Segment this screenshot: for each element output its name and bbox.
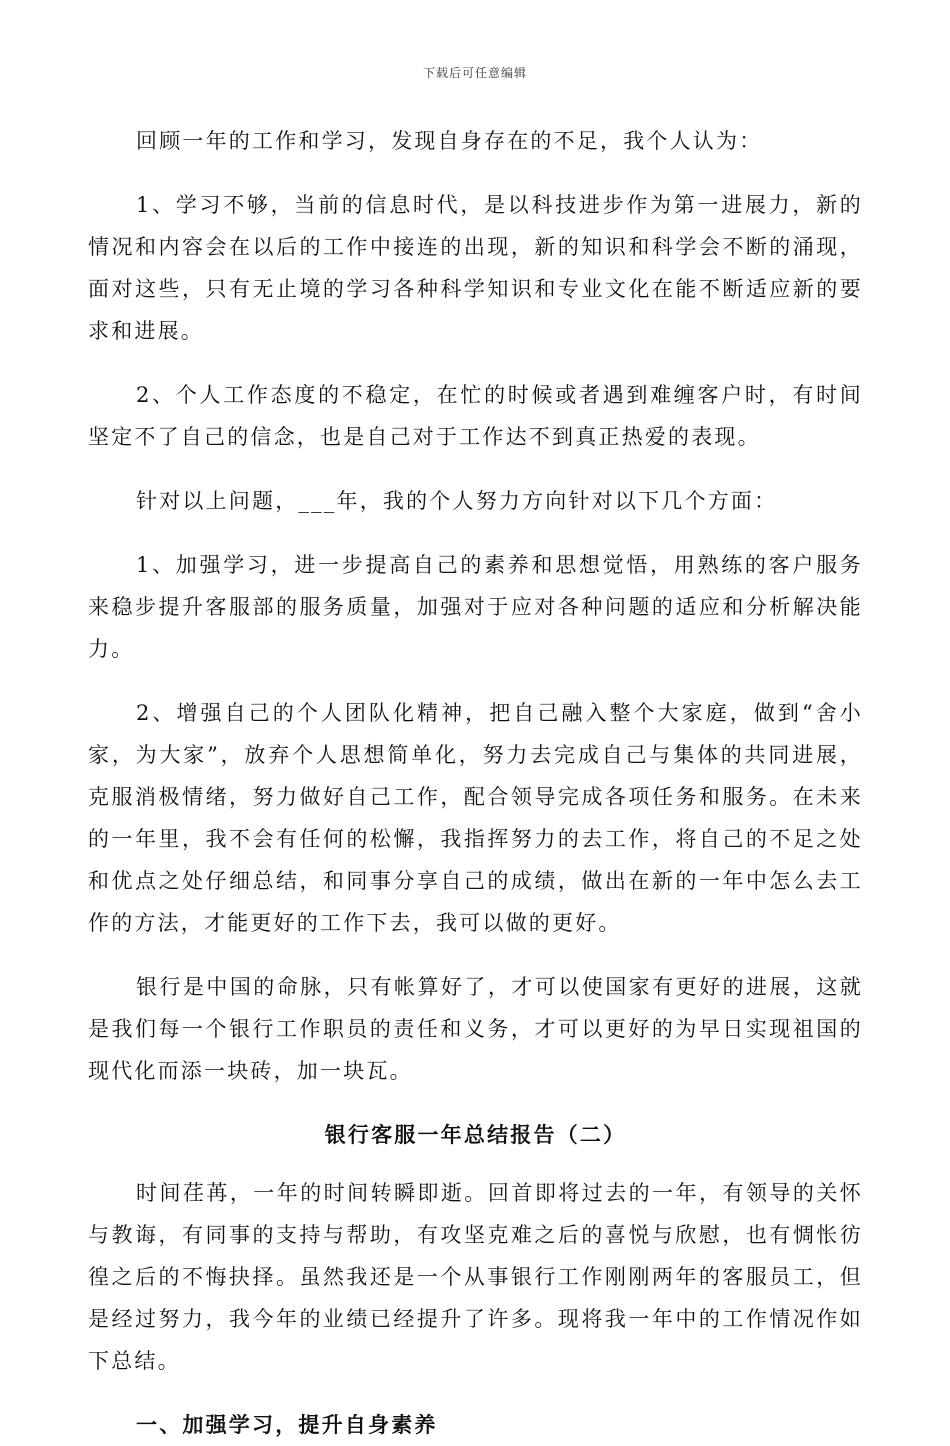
paragraph-plan-1: 1、加强学习，进一步提高自己的素养和思想觉悟，用熟练的客户服务来稳步提升客服部的服务质量，加强对于应对各种问题的适应和分析解决能力。 xyxy=(88,553,863,661)
paragraph-point-1-learning: 1、学习不够，当前的信息时代，是以科技进步作为第一进展力，新的情况和内容会在以后的工作中接连的出现，新的知识和科学会不断的涌现，面对这些，只有无止境的学习各种科学知识和专业文化在能不断适应新的要求和进展。 xyxy=(88,193,863,343)
paragraph-point-2-attitude: 2、个人工作态度的不稳定，在忙的时候或者遇到难缠客户时，有时间坚定不了自己的信念，也是自己对于工作达不到真正热爱的表现。 xyxy=(88,383,863,449)
section-subheading: 一、加强学习，提升自身素养 xyxy=(136,1412,438,1437)
paragraph-plan-intro: 针对以上问题，___年，我的个人努力方向针对以下几个方面： xyxy=(136,489,778,513)
header-note: 下载后可任意编辑 xyxy=(422,66,527,80)
paragraph-conclusion: 银行是中国的命脉，只有帐算好了，才可以使国家有更好的进展，这就是我们每一个银行工作职员的责任和义务，才可以更好的为早日实现祖国的现代化而添一块砖，加一块瓦。 xyxy=(88,975,863,1083)
section-intro-paragraph: 时间荏苒，一年的时间转瞬即逝。回首即将过去的一年，有领导的关怀与教诲，有同事的支持与帮助，有攻坚克难之后的喜悦与欣慰，也有惆怅彷徨之后的不悔抉择。虽然我还是一个从事银行工作刚刚两年的客服员工，但是经过努力，我今年的业绩已经提升了许多。现将我一年中的工作情况作如下总结。 xyxy=(88,1181,863,1373)
section-title: 银行客服一年总结报告（二） xyxy=(324,1122,627,1147)
paragraph-plan-2: 2、增强自己的个人团队化精神，把自己融入整个大家庭，做到“舍小家，为大家”，放弃个人思想简单化，努力去完成自己与集体的共同进展，克服消极情绪，努力做好自己工作，配合领导完成各项任务和服务。在未来的一年里，我不会有任何的松懈，我指挥努力的去工作，将自己的不足之处和优点之处仔细总结，和同事分享自己的成绩，做出在新的一年中怎么去工作的方法，才能更好的工作下去，我可以做的更好。 xyxy=(88,701,863,935)
paragraph-review: 回顾一年的工作和学习，发现自身存在的不足，我个人认为： xyxy=(136,129,763,153)
document-body xyxy=(88,120,863,1446)
